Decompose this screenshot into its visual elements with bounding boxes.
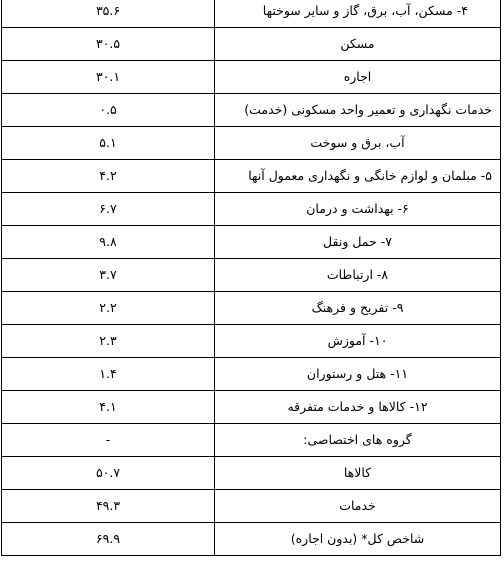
table-row (2, 0, 501, 28)
row-label: کالاها (215, 457, 501, 490)
row-label: مسکن (215, 28, 501, 61)
row-label: ۶- بهداشت و درمان (215, 193, 501, 226)
row-value: ۵۰.۷ (2, 457, 215, 490)
row-label: اجاره (215, 61, 501, 94)
table-row (2, 424, 501, 457)
table-body (2, 0, 501, 556)
row-value: ۳۰.۵ (2, 28, 215, 61)
row-value: ۳.۷ (2, 259, 215, 292)
row-label: گروه های اختصاصی: (215, 424, 501, 457)
table-row (2, 457, 501, 490)
table-row (2, 94, 501, 127)
table-row (2, 127, 501, 160)
row-value: ۹.۸ (2, 226, 215, 259)
row-value: ۵.۱ (2, 127, 215, 160)
row-value: ۴.۱ (2, 391, 215, 424)
table-row (2, 490, 501, 523)
table-row (2, 160, 501, 193)
row-value: ۲.۲ (2, 292, 215, 325)
row-label: ۸- ارتباطات (215, 259, 501, 292)
row-value: - (2, 424, 215, 457)
row-label: ۵- مبلمان و لوازم خانگی و نگهداری معمول آنها (215, 160, 501, 193)
row-value: ۶.۷ (2, 193, 215, 226)
row-label: ۱۰- آموزش (215, 325, 501, 358)
row-value: ۶۹.۹ (2, 523, 215, 556)
row-label: شاخص کل* (بدون اجاره) (215, 523, 501, 556)
row-value: ۲.۳ (2, 325, 215, 358)
table-row (2, 226, 501, 259)
table-row (2, 28, 501, 61)
row-label: آب، برق و سوخت (215, 127, 501, 160)
row-label: ۴- مسکن، آب، برق، گاز و سایر سوختها (215, 0, 501, 28)
row-value: ۰.۵ (2, 94, 215, 127)
row-label: خدمات نگهداری و تعمیر واحد مسکونی (خدمت) (215, 94, 501, 127)
row-label: ۱۲- کالاها و خدمات متفرقه (215, 391, 501, 424)
table-row (2, 358, 501, 391)
row-label: ۹- تفریح و فرهنگ (215, 292, 501, 325)
row-label: ۷- حمل ونقل (215, 226, 501, 259)
row-value: ۴۹.۳ (2, 490, 215, 523)
row-value: ۱.۴ (2, 358, 215, 391)
table-row (2, 325, 501, 358)
table-row (2, 193, 501, 226)
row-label: ۱۱- هتل و رستوران (215, 358, 501, 391)
row-value: ۳۵.۶ (2, 0, 215, 28)
table-row (2, 391, 501, 424)
table-row (2, 259, 501, 292)
table-row (2, 523, 501, 556)
table-container (1, 0, 501, 556)
row-label: خدمات (215, 490, 501, 523)
table-row (2, 61, 501, 94)
row-value: ۳۰.۱ (2, 61, 215, 94)
row-value: ۴.۲ (2, 160, 215, 193)
price-index-table (1, 0, 501, 556)
table-row (2, 292, 501, 325)
